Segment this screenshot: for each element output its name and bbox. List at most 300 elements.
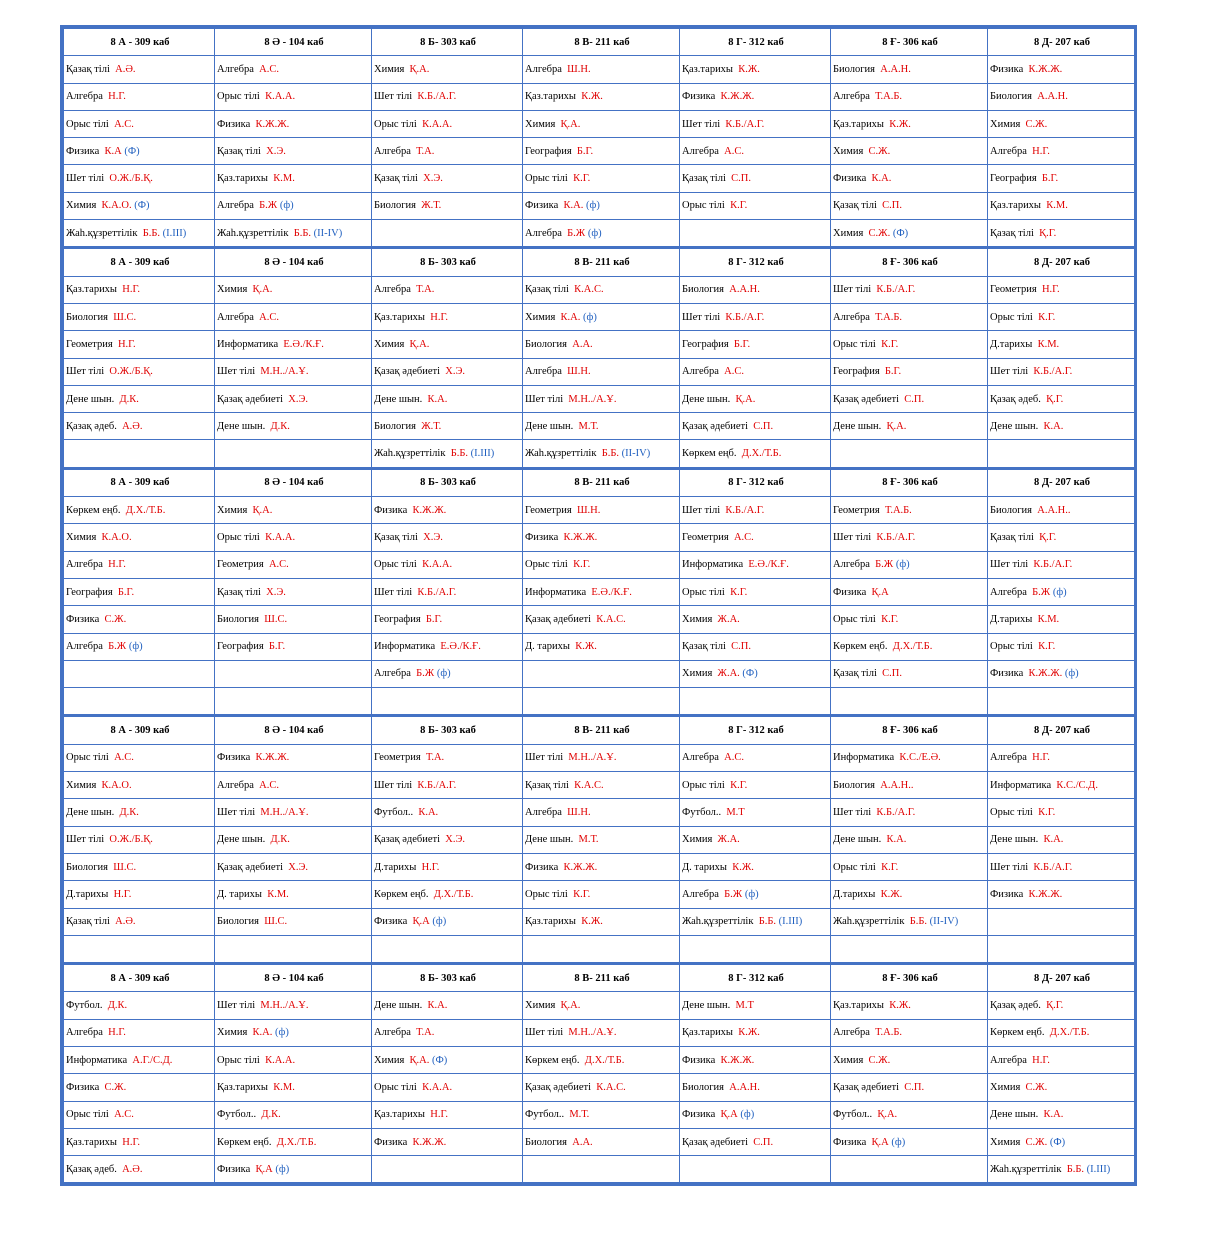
lesson-cell [215, 56, 372, 83]
teacher-initials: М.Н../А.Ұ. [568, 1027, 617, 1039]
class-header-8v: 8 В- 211 каб [523, 248, 680, 276]
group-note: (ф) [436, 668, 451, 680]
subject-name: Қазақ әдеб. [990, 393, 1041, 405]
subject-name: Шет тілі [374, 586, 413, 598]
lesson-cell [215, 358, 372, 385]
lesson-cell [988, 1046, 1135, 1073]
lesson-cell [831, 331, 988, 358]
subject-name: Орыс тілі [833, 613, 876, 625]
teacher-initials: К.Ж.Ж. [1028, 888, 1063, 900]
subject-name: Алгебра [217, 200, 254, 212]
lesson-cell [64, 688, 215, 716]
subject-name: Физика [682, 91, 716, 103]
lesson-row [64, 551, 1135, 578]
subject-name: Қазақ тілі [217, 145, 261, 157]
teacher-initials: Х.Э. [288, 861, 309, 873]
subject-name: Футбол.. [217, 1109, 257, 1121]
subject-name: Биология [682, 284, 725, 296]
teacher-initials: Т.А. [416, 1027, 435, 1039]
teacher-initials: Н.Г. [1032, 145, 1050, 157]
teacher-initials: Д.К. [270, 420, 290, 432]
teacher-initials: С.П. [882, 668, 902, 680]
subject-name: Қазақ тілі [217, 586, 261, 598]
teacher-initials: Б.Ж [1032, 586, 1051, 598]
teacher-initials: Қ.А. [252, 504, 273, 516]
lesson-cell [523, 1156, 680, 1183]
lesson-cell [680, 853, 831, 880]
teacher-initials: К.А.О. [101, 531, 132, 543]
teacher-initials: С.П. [904, 1081, 925, 1093]
subject-name: Қазақ әдебиеті [682, 1136, 748, 1148]
subject-name: Шет тілі [682, 118, 721, 130]
subject-name: Информатика [990, 779, 1052, 791]
lesson-cell [831, 440, 988, 468]
lesson-cell [64, 1156, 215, 1183]
teacher-initials: Д.Х./Т.Б. [584, 1054, 625, 1066]
subject-name: Информатика [374, 641, 436, 653]
group-note: (ф) [128, 641, 143, 653]
teacher-initials: К.Ж.Ж. [563, 861, 598, 873]
lesson-cell [64, 440, 215, 468]
subject-name: Алгебра [682, 752, 719, 764]
teacher-initials: К.Ж. [738, 1027, 760, 1039]
teacher-initials: Х.Э. [423, 531, 443, 543]
teacher-initials: М.Т. [569, 1109, 590, 1121]
subject-name: Орыс тілі [374, 118, 417, 130]
lesson-cell [215, 578, 372, 605]
teacher-initials: Д.Х./Т.Б. [433, 888, 474, 900]
lesson-cell [372, 165, 523, 192]
lesson-cell [831, 992, 988, 1019]
lesson-cell [523, 1101, 680, 1128]
lesson-cell [680, 110, 831, 137]
group-note: (II-IV) [313, 227, 343, 239]
subject-name: Қазақ әдеб. [66, 1163, 117, 1175]
teacher-initials: С.П. [731, 641, 751, 653]
teacher-initials: Д.Х./Т.Б. [125, 504, 166, 516]
teacher-initials: К.С./Е.Ә. [899, 752, 941, 764]
subject-name: Жаһ.құзреттілік [833, 916, 905, 928]
subject-name: Алгебра [374, 145, 411, 157]
lesson-cell [680, 1019, 831, 1046]
lesson-cell [988, 56, 1135, 83]
subject-name: Химия [525, 1000, 556, 1012]
subject-name: Қазақ тілі [990, 531, 1034, 543]
lesson-cell [372, 1128, 523, 1155]
group-note: (I.III) [778, 916, 803, 928]
teacher-initials: К.А.А. [265, 1054, 296, 1066]
teacher-initials: С.Ж. [104, 1081, 127, 1093]
lesson-cell [988, 1074, 1135, 1101]
class-header-8d: 8 Д- 207 каб [988, 248, 1135, 276]
teacher-initials: Т.А.Б. [875, 311, 903, 323]
group-note: (ф) [587, 227, 602, 239]
teacher-initials: К.А.С. [596, 1081, 626, 1093]
lesson-cell [523, 385, 680, 412]
lesson-cell [831, 497, 988, 524]
teacher-initials: К.Г. [730, 779, 748, 791]
lesson-cell [215, 110, 372, 137]
lesson-cell [64, 606, 215, 633]
teacher-initials: Н.Г. [1032, 752, 1050, 764]
lesson-row [64, 908, 1135, 935]
lesson-cell [988, 220, 1135, 248]
teacher-initials: К.Г. [881, 613, 899, 625]
lesson-cell [831, 1074, 988, 1101]
lesson-cell [988, 440, 1135, 468]
subject-name: Химия [217, 1027, 248, 1039]
lesson-cell [523, 578, 680, 605]
lesson-cell [831, 1019, 988, 1046]
teacher-initials: А.Ә. [122, 420, 143, 432]
class-header-8gh: 8 Ғ- 306 каб [831, 248, 988, 276]
subject-name: Орыс тілі [990, 641, 1033, 653]
teacher-initials: А.Ә. [115, 63, 136, 75]
teacher-initials: К.Ж.Ж. [255, 118, 290, 130]
class-header-8b: 8 Б- 303 каб [372, 964, 523, 992]
lesson-cell [215, 688, 372, 716]
teacher-initials: Қ.А. [560, 1000, 581, 1012]
group-note: (Ф) [742, 668, 758, 680]
lesson-cell [831, 744, 988, 771]
subject-name: Биология [525, 1136, 568, 1148]
subject-name: Дене шын. [217, 834, 266, 846]
lesson-cell [988, 578, 1135, 605]
teacher-initials: С.П. [753, 420, 774, 432]
group-note: (ф) [583, 311, 597, 323]
lesson-cell [64, 799, 215, 826]
lesson-cell [831, 220, 988, 248]
teacher-initials: Д.К. [107, 1000, 128, 1012]
subject-name: Дене шын. [66, 806, 115, 818]
teacher-initials: К.А. [252, 1027, 273, 1039]
lesson-cell [64, 358, 215, 385]
lesson-cell [523, 633, 680, 660]
lesson-cell [988, 1101, 1135, 1128]
subject-name: Шет тілі [217, 1000, 256, 1012]
lesson-cell [372, 1101, 523, 1128]
lesson-row [64, 110, 1135, 137]
subject-name: Физика [217, 752, 251, 764]
subject-name: Орыс тілі [374, 1081, 417, 1093]
lesson-cell [64, 56, 215, 83]
subject-name: География [990, 173, 1037, 185]
lesson-cell [64, 1128, 215, 1155]
teacher-initials: М.Т. [578, 834, 599, 846]
subject-name: Футбол.. [525, 1109, 565, 1121]
lesson-cell [831, 413, 988, 440]
lesson-cell [64, 1101, 215, 1128]
teacher-initials: Т.А. [425, 752, 445, 764]
teacher-initials: К.А. [1043, 1109, 1064, 1121]
lesson-cell [988, 497, 1135, 524]
class-header-8a: 8 А - 309 каб [64, 468, 215, 496]
teacher-initials: С.Ж. [1025, 118, 1048, 130]
subject-name: Физика [990, 888, 1024, 900]
lesson-cell [215, 192, 372, 219]
teacher-initials: К.М. [1046, 200, 1068, 212]
subject-name: Физика [525, 531, 559, 543]
group-note: (ф) [279, 200, 294, 212]
subject-name: Биология [990, 504, 1033, 516]
teacher-initials: К.Б./А.Г. [876, 284, 916, 296]
subject-name: Шет тілі [682, 311, 721, 323]
lesson-cell [831, 303, 988, 330]
lesson-cell [680, 660, 831, 687]
lesson-cell [64, 826, 215, 853]
subject-name: Шет тілі [217, 366, 256, 378]
teacher-initials: К.А.С. [596, 613, 626, 625]
teacher-initials: Қ.А. [877, 1109, 898, 1121]
teacher-initials: С.П. [753, 1136, 774, 1148]
lesson-cell [523, 110, 680, 137]
subject-name: Орыс тілі [682, 586, 725, 598]
lesson-cell [64, 1046, 215, 1073]
subject-name: Шет тілі [990, 559, 1029, 571]
teacher-initials: К.Ж.Ж. [1028, 668, 1063, 680]
subject-name: Қазақ әдебиеті [525, 1081, 591, 1093]
subject-name: Қаз.тарихы [217, 1081, 268, 1093]
subject-name: Биология [833, 63, 876, 75]
lesson-cell [215, 1074, 372, 1101]
lesson-cell [372, 799, 523, 826]
teacher-initials: Н.Г. [122, 284, 140, 296]
subject-name: Қазақ әдебиеті [682, 420, 748, 432]
lesson-cell [831, 192, 988, 219]
lesson-cell [523, 935, 680, 963]
lesson-row [64, 853, 1135, 880]
teacher-initials: С.П. [882, 200, 902, 212]
lesson-cell [523, 606, 680, 633]
teacher-initials: О.Ж./Б.Қ. [109, 173, 153, 185]
teacher-initials: К.Г. [881, 861, 899, 873]
lesson-cell [988, 853, 1135, 880]
teacher-initials: Д.Х./Т.Б. [892, 641, 933, 653]
subject-name: Алгебра [66, 91, 103, 103]
group-note: (II-IV) [621, 448, 651, 460]
lesson-cell [523, 799, 680, 826]
subject-name: Алгебра [833, 559, 870, 571]
teacher-initials: Н.Г. [113, 888, 132, 900]
teacher-initials: А.С. [114, 1109, 134, 1121]
teacher-initials: К.А. [427, 393, 448, 405]
lesson-cell [64, 138, 215, 165]
lesson-cell [680, 826, 831, 853]
teacher-initials: К.Ж. [732, 861, 754, 873]
subject-name: Қаз.тарихы [374, 311, 425, 323]
lesson-cell [215, 165, 372, 192]
group-note: (I.III) [162, 227, 187, 239]
subject-name: Қазақ тілі [66, 63, 110, 75]
teacher-initials: Б.Г. [576, 145, 594, 157]
lesson-cell [831, 1046, 988, 1073]
teacher-initials: К.Б./А.Г. [725, 504, 765, 516]
subject-name: Алгебра [833, 311, 870, 323]
subject-name: Орыс тілі [66, 118, 109, 130]
lesson-cell [215, 83, 372, 110]
lesson-cell [64, 220, 215, 248]
teacher-initials: Х.Э. [266, 586, 286, 598]
class-header-row [64, 248, 1135, 276]
teacher-initials: К.А. [563, 200, 584, 212]
teacher-initials: Ш.Н. [576, 504, 601, 516]
teacher-initials: А.А. [572, 338, 593, 350]
lesson-cell [680, 633, 831, 660]
teacher-initials: А.Г./С.Д. [132, 1054, 173, 1066]
group-note: (ф) [740, 1109, 755, 1121]
lesson-cell [680, 935, 831, 963]
teacher-initials: Қ.А [255, 1163, 273, 1175]
teacher-initials: М.Т [735, 1000, 754, 1012]
teacher-initials: Х.Э. [445, 834, 466, 846]
teacher-initials: К.Ж.Ж. [1028, 63, 1063, 75]
subject-name: Алгебра [66, 559, 103, 571]
subject-name: Қазақ әдебиеті [217, 393, 283, 405]
subject-name: Қазақ әдебиеті [374, 834, 440, 846]
teacher-initials: Д.Х./Т.Б. [1049, 1027, 1090, 1039]
teacher-initials: С.Ж. [104, 613, 127, 625]
teacher-initials: К.Ж.Ж. [255, 752, 290, 764]
lesson-cell [680, 1046, 831, 1073]
teacher-initials: С.Ж. [868, 145, 891, 157]
lesson-cell [372, 772, 523, 799]
subject-name: Д. тарихы [217, 888, 262, 900]
subject-name: Биология [525, 338, 568, 350]
lesson-cell [831, 853, 988, 880]
lesson-cell [64, 1074, 215, 1101]
group-note: (Ф) [134, 200, 150, 212]
teacher-initials: Қ.А [871, 1136, 889, 1148]
class-header-8ae: 8 Ә - 104 каб [215, 716, 372, 744]
subject-name: Биология [217, 916, 260, 928]
teacher-initials: С.Ж. [1025, 1136, 1048, 1148]
teacher-initials: А.Ә. [115, 916, 136, 928]
class-header-8a: 8 А - 309 каб [64, 29, 215, 56]
class-header-row [64, 964, 1135, 992]
teacher-initials: Б.Б. [909, 916, 928, 928]
lesson-cell [64, 276, 215, 303]
teacher-initials: Б.Ж [724, 888, 743, 900]
subject-name: Қазақ әдеб. [66, 420, 117, 432]
subject-name: Көркем еңб. [374, 888, 429, 900]
class-header-8d: 8 Д- 207 каб [988, 716, 1135, 744]
subject-name: Шет тілі [833, 531, 872, 543]
lesson-cell [64, 633, 215, 660]
timetable-sheet [60, 25, 1137, 1186]
lesson-row [64, 606, 1135, 633]
teacher-initials: Б.Ж [259, 200, 278, 212]
teacher-initials: К.А.А. [422, 1081, 453, 1093]
subject-name: Көркем еңб. [833, 641, 888, 653]
lesson-cell [680, 1156, 831, 1183]
subject-name: Орыс тілі [833, 861, 876, 873]
subject-name: Физика [217, 1163, 251, 1175]
lesson-cell [372, 110, 523, 137]
teacher-initials: Н.Г. [122, 1136, 140, 1148]
subject-name: Алгебра [525, 366, 562, 378]
class-header-8a: 8 А - 309 каб [64, 716, 215, 744]
teacher-initials: Б.Б. [142, 227, 161, 239]
lesson-cell [372, 606, 523, 633]
class-header-8ae: 8 Ә - 104 каб [215, 29, 372, 56]
subject-name: Химия [374, 63, 405, 75]
class-header-8d: 8 Д- 207 каб [988, 964, 1135, 992]
subject-name: Шет тілі [525, 393, 564, 405]
subject-name: Алгебра [66, 1027, 103, 1039]
lesson-cell [831, 358, 988, 385]
teacher-initials: М.Н../А.Ұ. [260, 366, 309, 378]
lesson-row [64, 56, 1135, 83]
subject-name: Қазақ тілі [525, 779, 569, 791]
teacher-initials: Б.Г. [268, 641, 286, 653]
teacher-initials: К.А. [871, 173, 892, 185]
subject-name: Дене шын. [374, 393, 423, 405]
lesson-cell [988, 551, 1135, 578]
lesson-cell [680, 83, 831, 110]
subject-name: Д.тарихы [990, 338, 1033, 350]
lesson-cell [831, 110, 988, 137]
subject-name: География [66, 586, 113, 598]
teacher-initials: К.Б./А.Г. [1033, 366, 1073, 378]
subject-name: Көркем еңб. [217, 1136, 272, 1148]
lesson-cell [523, 992, 680, 1019]
subject-name: Алгебра [217, 63, 254, 75]
teacher-initials: Т.А. [416, 284, 435, 296]
teacher-initials: К.А. [560, 311, 581, 323]
subject-name: Жаһ.құзреттілік [682, 916, 754, 928]
lesson-row [64, 331, 1135, 358]
lesson-cell [64, 908, 215, 935]
lesson-row [64, 83, 1135, 110]
teacher-initials: К.Ж. [581, 91, 603, 103]
lesson-cell [523, 524, 680, 551]
teacher-initials: К.Ж. [738, 63, 760, 75]
lesson-cell [372, 551, 523, 578]
subject-name: Қаз.тарихы [682, 63, 733, 75]
subject-name: Биология [374, 420, 417, 432]
lesson-cell [64, 935, 215, 963]
teacher-initials: М.Н../А.Ұ. [568, 752, 617, 764]
teacher-initials: О.Ж./Б.Қ. [109, 366, 153, 378]
lesson-row [64, 192, 1135, 219]
teacher-initials: Қ.А. [886, 420, 907, 432]
lesson-cell [831, 799, 988, 826]
teacher-initials: Н.Г. [430, 311, 448, 323]
lesson-cell [680, 276, 831, 303]
subject-name: Дене шын. [66, 393, 115, 405]
lesson-cell [215, 220, 372, 248]
subject-name: Қаз.тарихы [66, 1136, 117, 1148]
lesson-cell [680, 606, 831, 633]
teacher-initials: А.С. [733, 531, 754, 543]
lesson-cell [215, 1101, 372, 1128]
teacher-initials: Ш.Н. [567, 63, 591, 75]
subject-name: Шет тілі [525, 1027, 564, 1039]
lesson-cell [215, 385, 372, 412]
subject-name: Қазақ тілі [374, 531, 418, 543]
teacher-initials: К.Г. [730, 200, 748, 212]
teacher-initials: Д.Х./Т.Б. [741, 448, 782, 460]
teacher-initials: Н.Г. [108, 1027, 126, 1039]
subject-name: Алгебра [217, 779, 254, 791]
lesson-cell [988, 826, 1135, 853]
lesson-cell [64, 551, 215, 578]
subject-name: Химия [990, 1136, 1021, 1148]
subject-name: Шет тілі [217, 806, 256, 818]
lesson-cell [372, 992, 523, 1019]
timetable [63, 28, 1135, 1183]
lesson-row [64, 385, 1135, 412]
